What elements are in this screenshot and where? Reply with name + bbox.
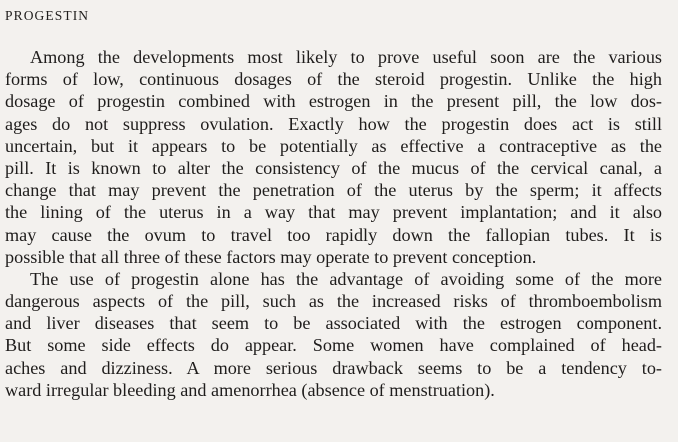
paragraph-line: But some side effects do appear. Some women have complained of head- — [5, 335, 662, 356]
paragraph-line: Among the developments most likely to prove useful soon are the various — [30, 47, 662, 67]
paragraph-line: dosage of progestin combined with estrogen in the present pill, the low dos- — [5, 91, 662, 112]
paragraph-line: the lining of the uterus in a way that may prevent implantation; and it also — [5, 202, 662, 223]
paragraph-line: aches and dizziness. A more serious drawback seems to be a tendency to- — [5, 357, 662, 378]
paragraph-line: possible that all three of these factors may operate to prevent conception. — [5, 246, 537, 267]
paragraph-line: ward irregular bleeding and amenorrhea (absence of menstruation). — [5, 379, 495, 400]
paragraph-line: uncertain, but it appears to be potentially as effective a contraceptive as the — [5, 135, 662, 156]
paragraph-line: pill. It is known to alter the consistency of the mucus of the cervical canal, a — [5, 157, 662, 178]
paragraph-line: change that may prevent the penetration of the uterus by the sperm; it affects — [5, 180, 662, 201]
paragraph-line: may cause the ovum to travel too rapidly down the fallopian tubes. It is — [5, 224, 662, 245]
paragraph-1 — [5, 46, 662, 268]
paragraph-line: ages do not suppress ovulation. Exactly how the progestin does act is still — [5, 113, 662, 134]
paragraph-2 — [5, 268, 662, 401]
paragraph-line: dangerous aspects of the pill, such as the increased risks of thromboembolism — [5, 291, 662, 312]
paragraph-line: The use of progestin alone has the advantage of avoiding some of the more — [30, 268, 662, 289]
paragraph-line: and liver diseases that seem to be associated with the estrogen component. — [5, 313, 662, 334]
section-heading: PROGESTIN — [5, 8, 90, 23]
paragraph-line: forms of low, continuous dosages of the steroid progestin. Unlike the high — [5, 69, 662, 90]
